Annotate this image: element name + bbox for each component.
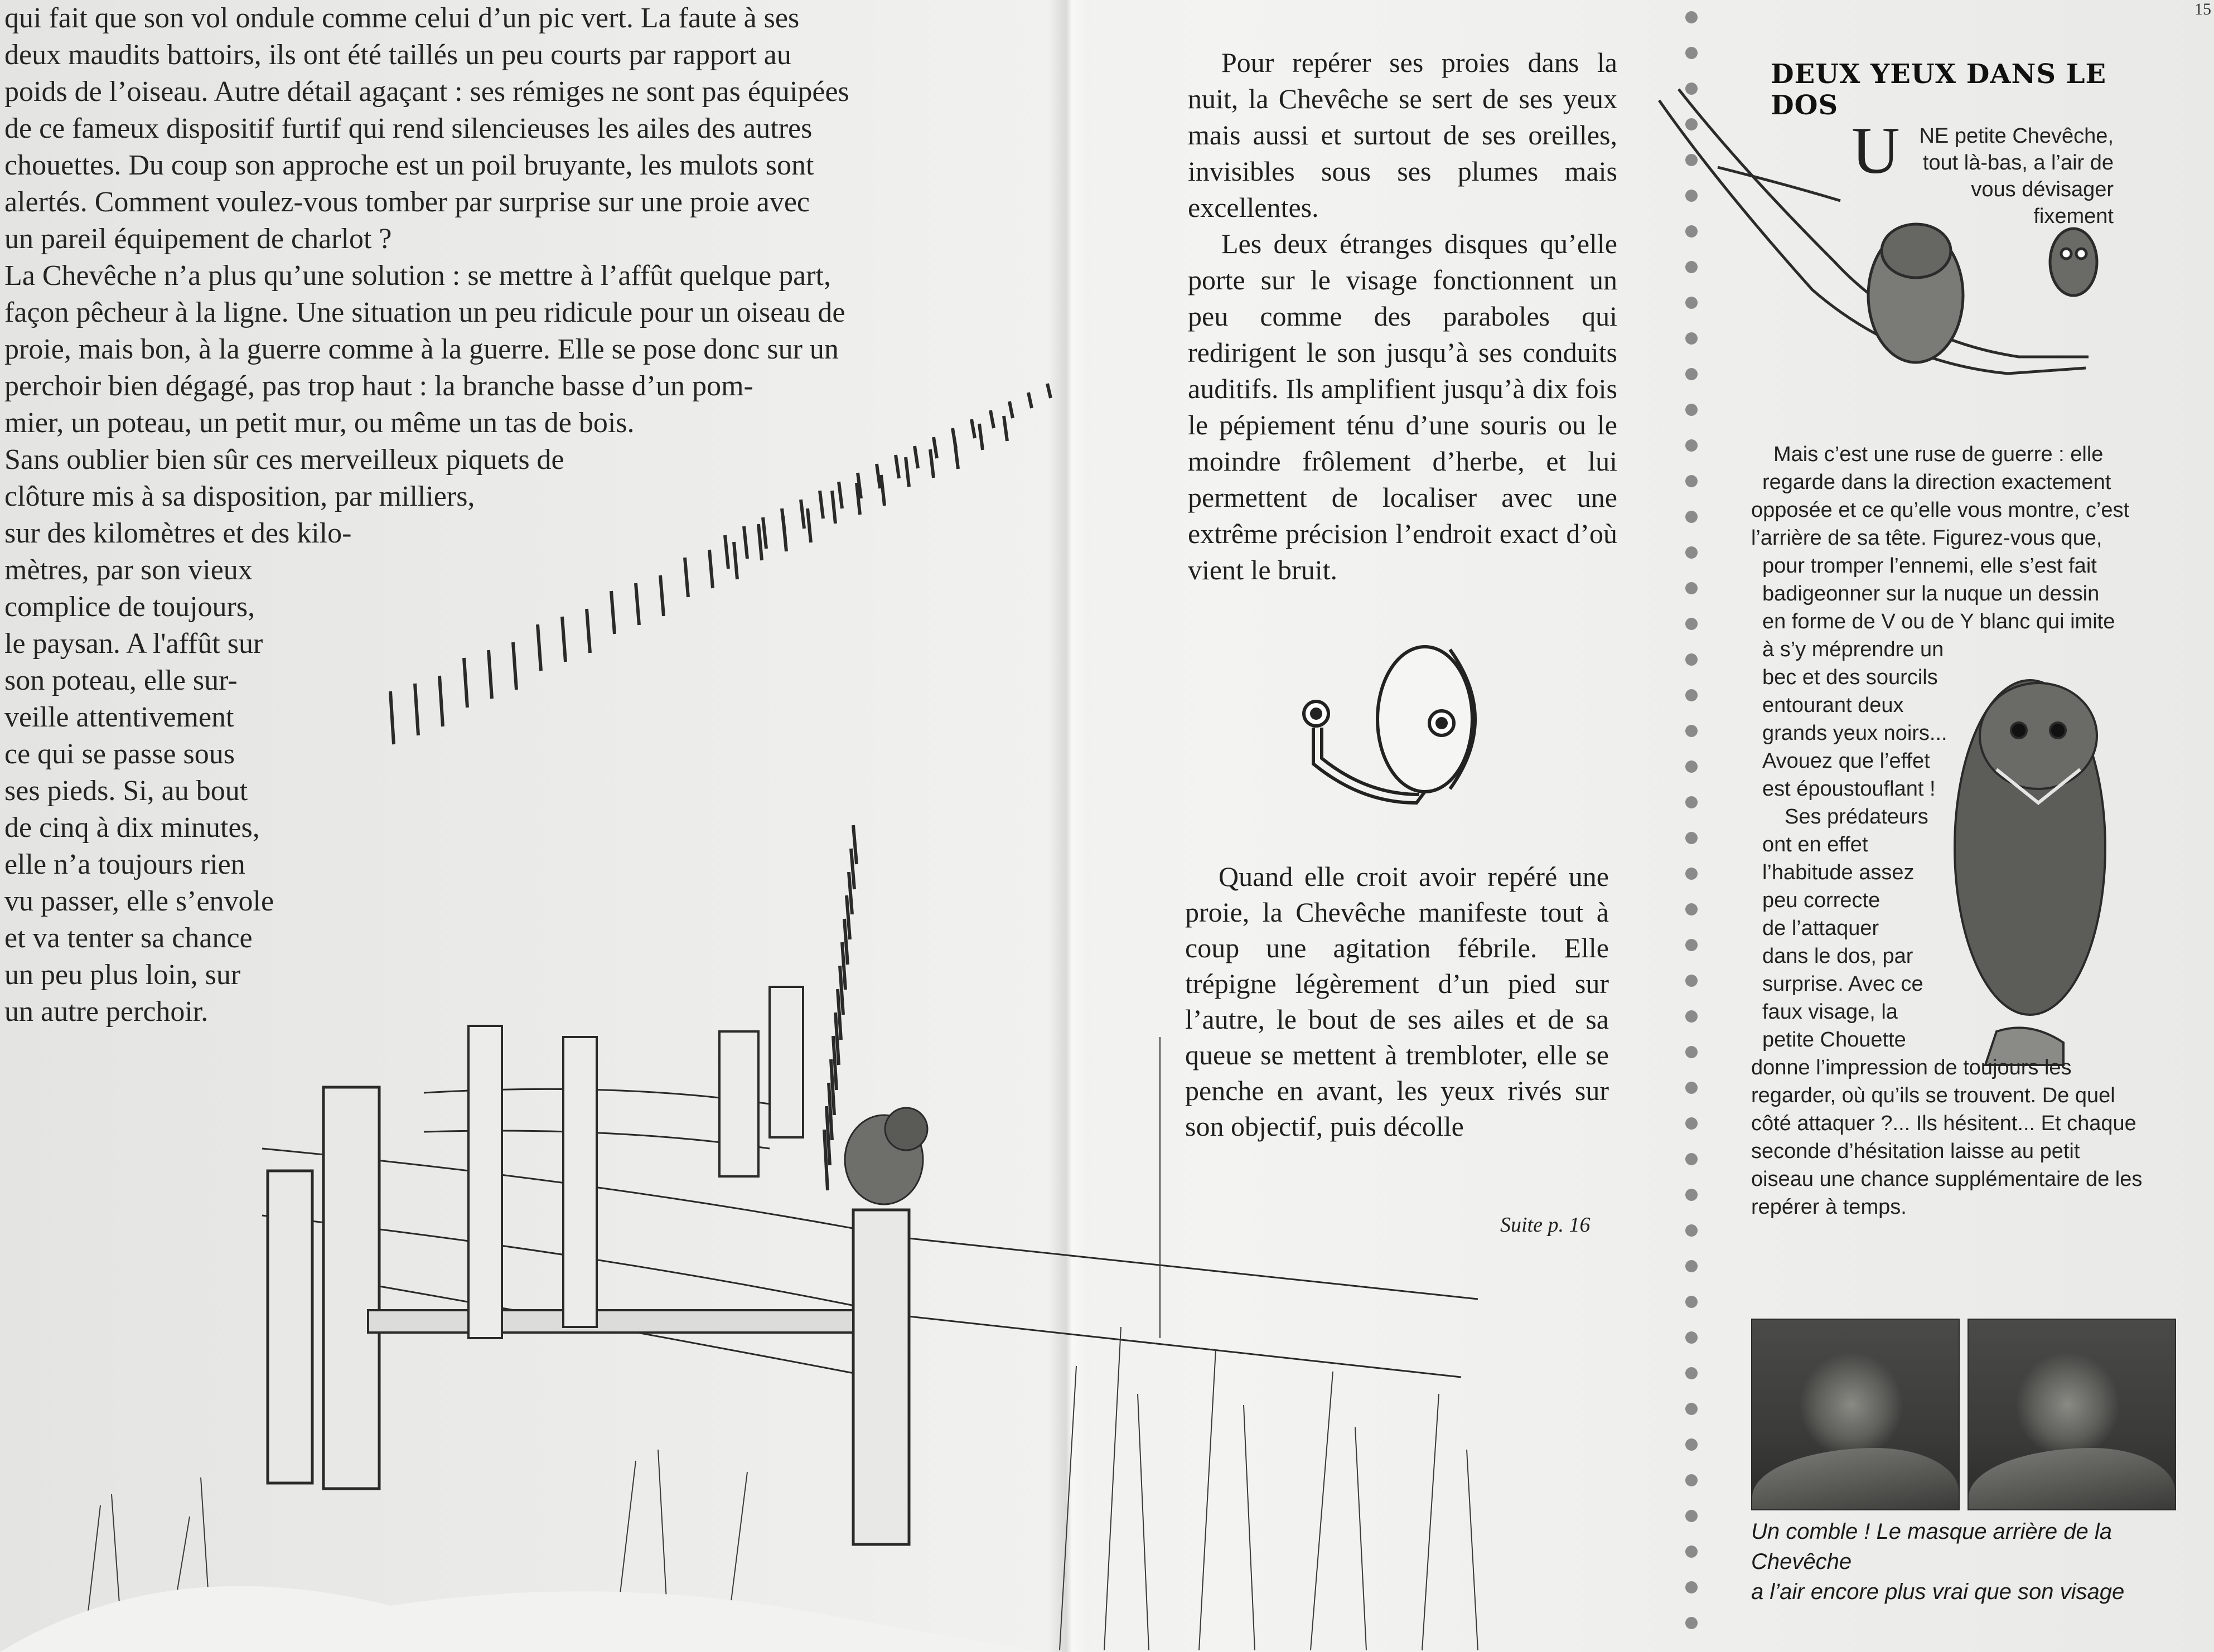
left-text-line: et va tenter sa chance: [4, 922, 253, 954]
divider-dot: [1685, 511, 1698, 523]
divider-dot: [1685, 1617, 1698, 1629]
fence-post: [1047, 384, 1051, 398]
divider-dot: [1685, 1581, 1698, 1593]
intro-line: vous dévisager fixement: [1971, 178, 2114, 228]
sidebar-line: entourant deux: [1762, 694, 1904, 717]
owl-face-photo: [1751, 1319, 1960, 1510]
left-text-line: alertés. Comment voulez-vous tomber par surprise sur une proie avec: [4, 186, 810, 218]
left-text-line: veille attentivement: [4, 701, 234, 733]
sidebar-line: Avouez que l’effet: [1762, 749, 1930, 773]
divider-dot: [1685, 261, 1698, 273]
left-text-line: deux maudits battoirs, ils ont été taillés un peu courts par rapport au: [4, 39, 791, 71]
left-text-line: son poteau, elle sur-: [4, 665, 238, 696]
sidebar-line: est époustouflant !: [1762, 777, 1936, 801]
divider-dot: [1685, 546, 1698, 559]
fence-post: [849, 872, 852, 914]
divider-dot: [1685, 1153, 1698, 1165]
divider-dot: [1685, 1117, 1698, 1130]
photo-caption: [1751, 1517, 2181, 1607]
divider-dot: [1685, 1296, 1698, 1308]
divider-dot: [1685, 832, 1698, 844]
left-text-line: mètres, par son vieux: [4, 554, 253, 586]
divider-dot: [1685, 439, 1698, 452]
sidebar-intro: [1852, 113, 2114, 230]
divider-dot: [1685, 975, 1698, 987]
divider-dot: [1685, 1403, 1698, 1415]
divider-dot: [1685, 618, 1698, 630]
paragraph-ear-1: Pour repérer ses proies dans la nuit, la Chevêche se sert de ses yeux mais aussi et surtout de ses oreilles, invisibles sous ses plumes mais excellentes.: [1188, 47, 1617, 223]
fence-post: [1028, 393, 1032, 408]
hunt-column-text: [1185, 859, 1609, 1144]
left-text-line: un peu plus loin, sur: [4, 959, 241, 991]
divider-dot: [1685, 225, 1698, 238]
divider-dot: [1685, 1331, 1698, 1344]
divider-dot: [1685, 903, 1698, 915]
fence-post: [851, 849, 854, 889]
divider-dot: [1685, 1224, 1698, 1237]
left-text-line: ce qui se passe sous: [4, 738, 235, 770]
left-text-line: poids de l’oiseau. Autre détail agaçant : ses rémiges ne sont pas équipées: [4, 76, 849, 108]
fence-post: [1009, 401, 1013, 418]
divider-dot: [1685, 47, 1698, 59]
left-text-line: de cinq à dix minutes,: [4, 812, 260, 844]
divider-dot: [1685, 1474, 1698, 1486]
paragraph-hunt: Quand elle croit avoir repéré une proie, la Chevêche manifeste tout à coup une agitation fébrile. Elle trépigne légèrement d’un pied sur l’autre, le bout de ses ailes et de sa queue se mettent à trembloter, elle se penche en avant, les yeux rivés sur son objectif, puis décolle: [1185, 861, 1609, 1142]
left-text-line: proie, mais bon, à la guerre comme à la guerre. Elle se pose donc sur un: [4, 333, 839, 365]
sidebar-body: [1751, 440, 2175, 1221]
left-text-line: perchoir bien dégagé, pas trop haut : la branche basse d’un pom-: [4, 370, 753, 402]
divider-dot: [1685, 653, 1698, 666]
divider-dot: [1685, 582, 1698, 594]
left-text-line: le paysan. A l'affût sur: [4, 628, 263, 660]
intro-line: tout là-bas, a l’air de: [1922, 151, 2114, 175]
fence-post: [953, 428, 956, 448]
divider-dot: [1685, 868, 1698, 880]
left-text-line: sur des kilomètres et des kilo-: [4, 517, 352, 549]
left-text-line: La Chevêche n’a plus qu’une solution : se mettre à l’affût quelque part,: [4, 260, 831, 292]
divider-dot: [1685, 1046, 1698, 1058]
left-text-line: un pareil équipement de charlot ?: [4, 223, 392, 255]
divider-dot: [1685, 1260, 1698, 1272]
sidebar-line: oiseau une chance supplémentaire de les: [1751, 1167, 2143, 1191]
fence-post: [930, 449, 934, 478]
sidebar-line: surprise. Avec ce: [1762, 972, 1923, 996]
divider-dot: [1685, 404, 1698, 416]
left-text-line: chouettes. Du coup son approche est un poil bruyante, les mulots sont: [4, 149, 814, 181]
owl-back-photo: [1968, 1319, 2176, 1510]
ear-column-text: [1188, 45, 1617, 588]
caption-line: a l’air encore plus vrai que son visage: [1751, 1580, 2125, 1604]
divider-dot: [1685, 760, 1698, 773]
intro-line: NE petite Chevêche,: [1919, 124, 2114, 148]
caption-line: Un comble ! Le masque arrière de la Chevêche: [1751, 1519, 2112, 1574]
divider-dot: [1685, 1510, 1698, 1522]
sidebar-line: grands yeux noirs...: [1762, 721, 1947, 745]
divider-dot: [1685, 1546, 1698, 1558]
divider-dot: [1685, 1189, 1698, 1201]
divider-dot: [1685, 475, 1698, 487]
fence-post: [881, 475, 884, 506]
sidebar-line: donne l’impression de toujours les: [1751, 1056, 2072, 1079]
fence-post: [906, 457, 909, 487]
sidebar-line: dans le dos, par: [1762, 944, 1913, 968]
sidebar-line: petite Chouette: [1762, 1028, 1906, 1052]
left-text-line: vu passer, elle s’envole: [4, 885, 274, 917]
left-page-text: [4, 0, 849, 1030]
divider-dot: [1685, 1082, 1698, 1094]
left-text-line: mier, un poteau, un petit mur, ou même un tas de bois.: [4, 407, 635, 439]
divider-dot: [1685, 725, 1698, 737]
left-text-line: clôture mis à sa disposition, par milliers,: [4, 481, 475, 512]
sidebar-line: badigeonner sur la nuque un dessin: [1762, 582, 2100, 605]
divider-dot: [1685, 332, 1698, 345]
divider-dot: [1685, 368, 1698, 380]
ear-diagram: [1304, 647, 1475, 803]
divider-dot: [1685, 11, 1698, 23]
sidebar-line: bec et des sourcils: [1762, 666, 1938, 689]
sidebar-line: opposée et ce qu’elle vous montre, c’est: [1751, 498, 2130, 522]
divider-dot: [1685, 297, 1698, 309]
sidebar-line: l’arrière de sa tête. Figurez-vous que,: [1751, 526, 2102, 550]
sidebar-line: seconde d’hésitation laisse au petit: [1751, 1140, 2080, 1163]
sidebar-line: côté attaquer ?... Ils hésitent... Et chaque: [1751, 1112, 2136, 1135]
sidebar-line: Ses prédateurs: [1785, 805, 1928, 829]
left-text-line: façon pêcheur à la ligne. Une situation un peu ridicule pour un oiseau de: [4, 297, 845, 328]
sidebar-line: ont en effet: [1762, 833, 1868, 856]
continued-link[interactable]: Suite p. 16: [1500, 1213, 1591, 1237]
dotted-divider: [1685, 0, 1699, 1652]
divider-dot: [1685, 83, 1698, 95]
sidebar-line: regarder, où qu’ils se trouvent. De quel: [1751, 1084, 2115, 1107]
fence-post: [1004, 416, 1007, 441]
fence-post: [934, 437, 937, 458]
fence-post: [853, 825, 857, 864]
page-number: 15: [2194, 0, 2211, 18]
fence-post: [990, 410, 994, 428]
sidebar-line: peu correcte: [1762, 889, 1881, 912]
divider-dot: [1685, 689, 1698, 701]
fence-post: [915, 446, 918, 468]
left-text-line: qui fait que son vol ondule comme celui d’un pic vert. La faute à ses: [4, 2, 800, 34]
sidebar-line: regarde dans la direction exactement: [1762, 471, 2111, 494]
divider-dot: [1685, 118, 1698, 130]
paragraph-ear-2: Les deux étranges disques qu’elle porte sur le visage fonctionnent un peu comme des paraboles qui redirigent le son jusqu’à ses conduits auditifs. Ils amplifient jusqu’à dix fois le pépiement ténu d’une souris ou le moindre frôlement d’herbe, et lui permettent de localiser avec une extrême précision l’endroit exact d’où vient le bruit.: [1188, 228, 1617, 585]
fence-post: [896, 455, 899, 478]
divider-dot: [1685, 939, 1698, 951]
sidebar-line: de l’attaquer: [1762, 917, 1879, 940]
sidebar-line: faux visage, la: [1762, 1000, 1898, 1024]
fence-post: [971, 419, 975, 438]
divider-dot: [1685, 1010, 1698, 1023]
divider-dot: [1685, 1367, 1698, 1379]
left-text-line: elle n’a toujours rien: [4, 849, 245, 880]
sidebar-line: Mais c’est une ruse de guerre : elle: [1773, 443, 2104, 466]
drop-cap: U: [1852, 113, 1900, 187]
divider-dot: [1685, 190, 1698, 202]
divider-dot: [1685, 154, 1698, 166]
left-text-line: complice de toujours,: [4, 591, 255, 623]
left-text-line: un autre perchoir.: [4, 996, 209, 1028]
sidebar-line: repérer à temps.: [1751, 1195, 1907, 1219]
fence-post: [979, 424, 983, 450]
divider-dot: [1685, 796, 1698, 808]
left-text-line: ses pieds. Si, au bout: [4, 775, 248, 807]
fence-post: [877, 464, 880, 488]
sidebar-title: DEUX YEUX DANS LE DOS: [1771, 59, 2107, 121]
left-text-line: de ce fameux dispositif furtif qui rend silencieuses les ailes des autres: [4, 113, 813, 144]
sidebar-line: pour tromper l’ennemi, elle s’est fait: [1762, 554, 2097, 578]
sidebar-line: à s’y méprendre un: [1762, 638, 1944, 661]
left-text-line: Sans oublier bien sûr ces merveilleux piquets de: [4, 444, 564, 476]
sidebar-line: l’habitude assez: [1762, 861, 1915, 884]
sidebar-line: en forme de V ou de Y blanc qui imite: [1762, 610, 2115, 633]
divider-dot: [1685, 1438, 1698, 1451]
